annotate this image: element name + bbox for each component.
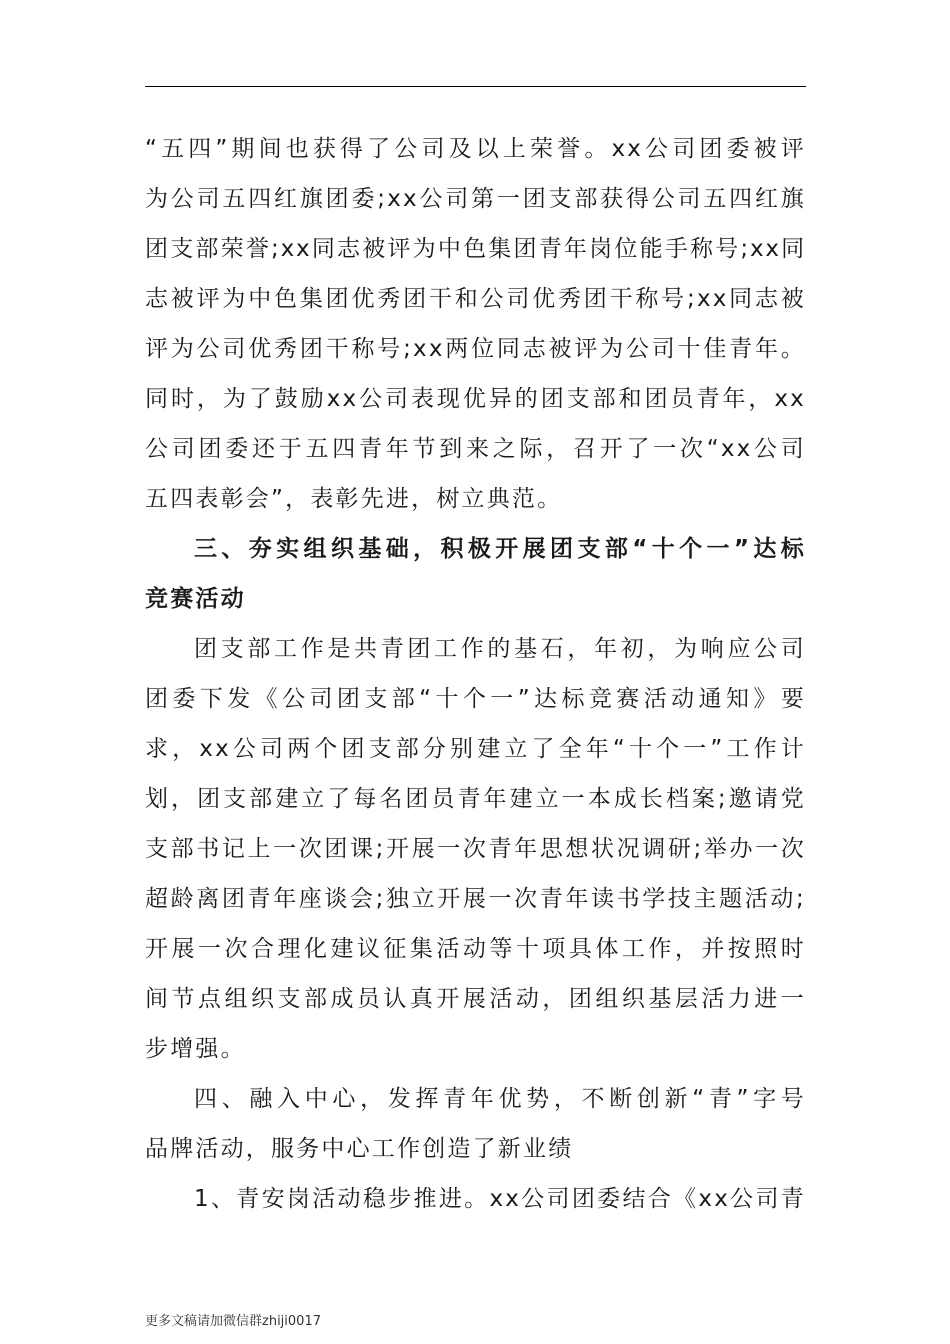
paragraph-line: 1、青安岗活动稳步推进。xx公司团委结合《xx公司青 [194,1186,806,1212]
section-heading: 竞赛活动 [145,586,246,612]
paragraph-line: 公司团委还于五四青年节到来之际，召开了一次“xx公司 [145,436,806,462]
header-rule [145,86,806,87]
paragraph-line: 团支部荣誉;xx同志被评为中色集团青年岗位能手称号;xx同 [145,236,806,262]
paragraph-line: 五四表彰会”，表彰先进，树立典范。 [145,486,563,512]
page-footer: 更多文稿请加微信群zhiji0017 [145,1314,321,1329]
paragraph-line: 超龄离团青年座谈会;独立开展一次青年读书学技主题活动; [145,886,806,912]
paragraph-line: 团支部工作是共青团工作的基石，年初，为响应公司 [194,636,806,662]
paragraph-line: 志被评为中色集团优秀团干和公司优秀团干称号;xx同志被 [145,286,806,312]
subsection-heading: 四、融入中心，发挥青年优势，不断创新“青”字号 [194,1086,806,1112]
paragraph-line: 评为公司优秀团干称号;xx两位同志被评为公司十佳青年。 [145,336,806,362]
document-body [145,124,806,1224]
paragraph-line: 步增强。 [145,1036,246,1062]
paragraph-line: 团委下发《公司团支部“十个一”达标竞赛活动通知》要 [145,686,806,712]
section-heading: 三、夯实组织基础，积极开展团支部“十个一”达标 [194,536,806,562]
paragraph-line: 间节点组织支部成员认真开展活动，团组织基层活力进一 [145,986,806,1012]
paragraph-line: 划，团支部建立了每名团员青年建立一本成长档案;邀请党 [145,786,806,812]
paragraph-line: 开展一次合理化建议征集活动等十项具体工作，并按照时 [145,936,806,962]
subsection-heading: 品牌活动，服务中心工作创造了新业绩 [145,1136,574,1162]
paragraph-line: 求，xx公司两个团支部分别建立了全年“十个一”工作计 [145,736,806,762]
paragraph-line: 为公司五四红旗团委;xx公司第一团支部获得公司五四红旗 [145,186,806,212]
paragraph-line: “五四”期间也获得了公司及以上荣誉。xx公司团委被评 [145,136,806,162]
paragraph-line: 支部书记上一次团课;开展一次青年思想状况调研;举办一次 [145,836,806,862]
paragraph-line: 同时，为了鼓励xx公司表现优异的团支部和团员青年，xx [145,386,806,412]
